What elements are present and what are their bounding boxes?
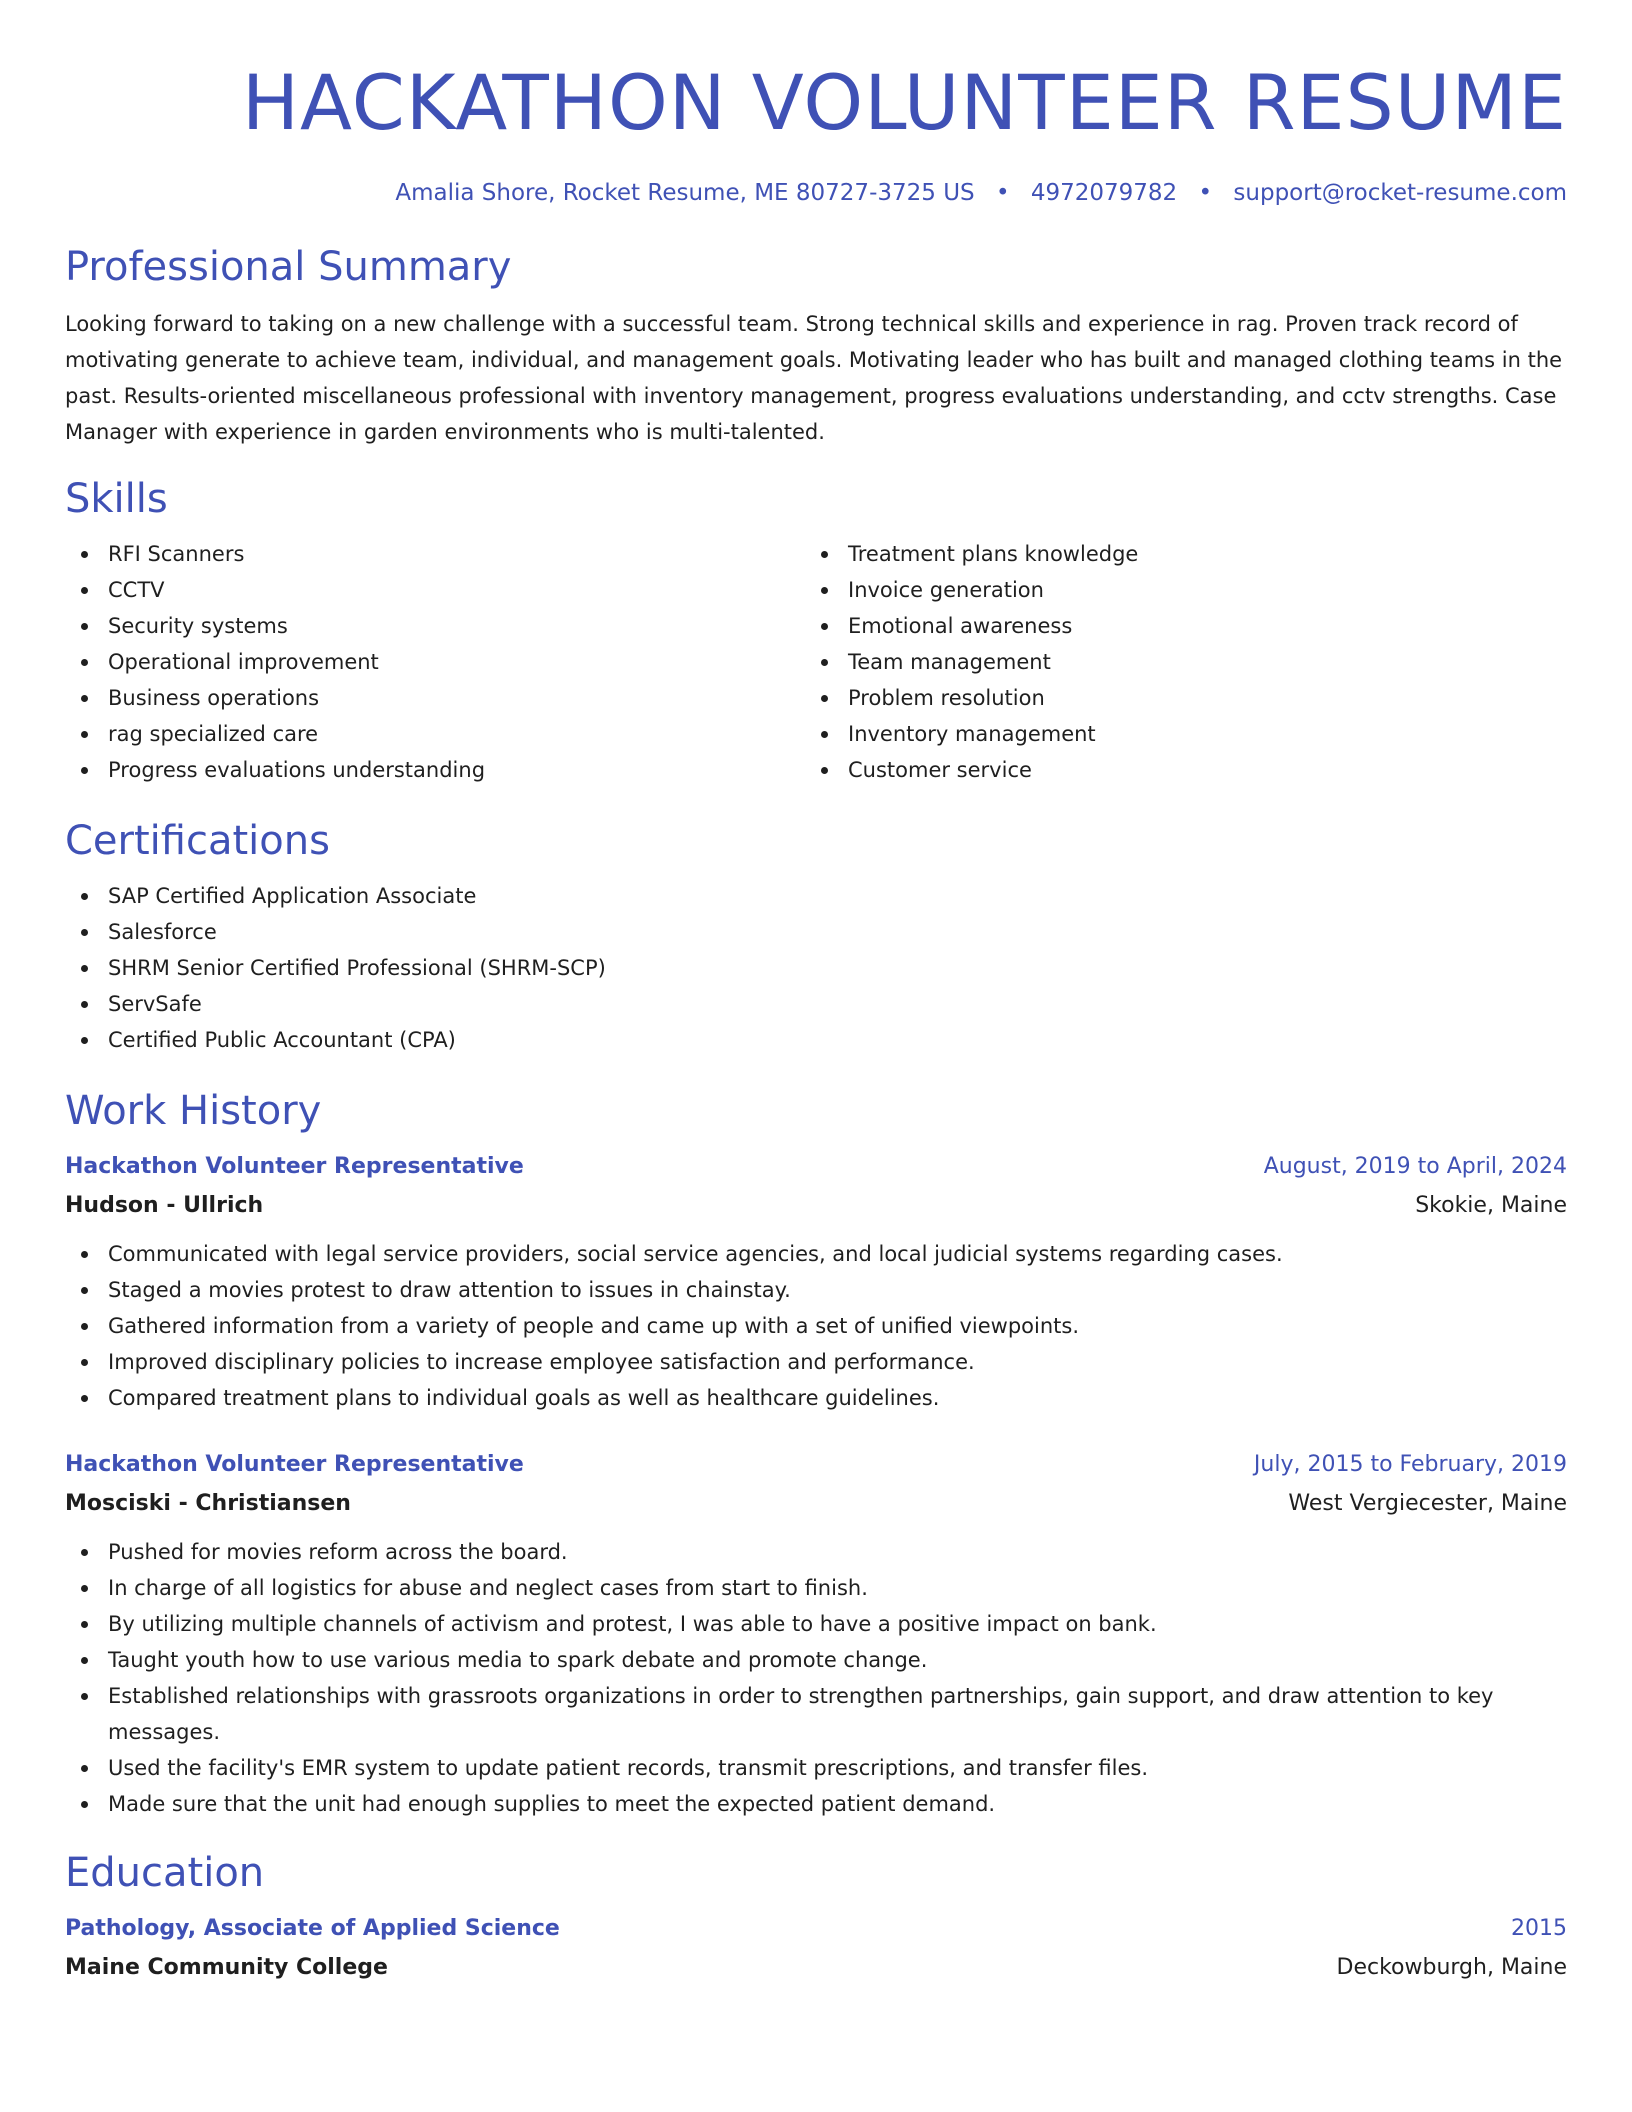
job-bullet: By utilizing multiple channels of activism and protest, I was able to have a positive impact on bank. bbox=[65, 1606, 1567, 1642]
certification-item: ServSafe bbox=[65, 986, 1567, 1022]
job-employer: Mosciski - Christiansen bbox=[65, 1491, 351, 1516]
skill-item: Progress evaluations understanding bbox=[65, 752, 805, 788]
job-bullet: Pushed for movies reform across the board. bbox=[65, 1534, 1567, 1570]
job-bullet: In charge of all logistics for abuse and neglect cases from start to finish. bbox=[65, 1570, 1567, 1606]
contact-line bbox=[65, 178, 1567, 208]
education-location: Deckowburgh, Maine bbox=[1336, 1955, 1567, 1980]
contact-address: Amalia Shore, Rocket Resume, ME 80727-3725 US bbox=[395, 180, 975, 206]
job-bullet: Improved disciplinary policies to increase employee satisfaction and performance. bbox=[65, 1344, 1567, 1380]
job-location: Skokie, Maine bbox=[1415, 1193, 1567, 1218]
certifications-list bbox=[65, 878, 1567, 1058]
skill-item: RFI Scanners bbox=[65, 536, 805, 572]
education-heading: Education bbox=[65, 1850, 265, 1896]
work-history-section bbox=[65, 1086, 1567, 1822]
skill-item: Emotional awareness bbox=[805, 608, 1567, 644]
job-bullets bbox=[65, 1534, 1567, 1822]
skills-grid bbox=[65, 536, 1567, 788]
job-entry bbox=[65, 1446, 1567, 1822]
skill-item: Security systems bbox=[65, 608, 805, 644]
job-bullet: Taught youth how to use various media to spark debate and promote change. bbox=[65, 1642, 1567, 1678]
job-bullet: Gathered information from a variety of people and came up with a set of unified viewpoints. bbox=[65, 1308, 1567, 1344]
job-location: West Vergiecester, Maine bbox=[1288, 1491, 1567, 1516]
certification-item: Certified Public Accountant (CPA) bbox=[65, 1022, 1567, 1058]
skills-section bbox=[65, 474, 1567, 788]
skills-list-right bbox=[805, 536, 1567, 788]
job-bullets bbox=[65, 1236, 1567, 1416]
job-title-row bbox=[65, 1148, 1567, 1186]
job-bullet: Established relationships with grassroots organizations in order to strengthen partnerships, gain support, and draw attention to key messages. bbox=[65, 1678, 1567, 1750]
education-degree-row bbox=[65, 1910, 1567, 1948]
education-year: 2015 bbox=[1511, 1916, 1567, 1941]
job-entry bbox=[65, 1148, 1567, 1416]
skill-item: Treatment plans knowledge bbox=[805, 536, 1567, 572]
contact-email: support@rocket-resume.com bbox=[1233, 180, 1567, 206]
contact-separator: • bbox=[995, 180, 1010, 206]
job-dates: July, 2015 to February, 2019 bbox=[1253, 1452, 1567, 1477]
skill-item: CCTV bbox=[65, 572, 805, 608]
skill-item: Invoice generation bbox=[805, 572, 1567, 608]
education-degree: Pathology, Associate of Applied Science bbox=[65, 1916, 560, 1941]
resume-title: HACKATHON VOLUNTEER RESUME bbox=[241, 58, 1567, 147]
job-title: Hackathon Volunteer Representative bbox=[65, 1154, 524, 1179]
job-bullet: Staged a movies protest to draw attention to issues in chainstay. bbox=[65, 1272, 1567, 1308]
job-bullet: Communicated with legal service providers, social service agencies, and local judicial systems regarding cases. bbox=[65, 1236, 1567, 1272]
education-section bbox=[65, 1848, 1567, 1988]
job-title-row bbox=[65, 1446, 1567, 1484]
skill-item: Customer service bbox=[805, 752, 1567, 788]
skill-item: Team management bbox=[805, 644, 1567, 680]
summary-section bbox=[65, 242, 1567, 450]
job-bullet: Compared treatment plans to individual goals as well as healthcare guidelines. bbox=[65, 1380, 1567, 1416]
contact-phone: 4972079782 bbox=[1030, 180, 1178, 206]
job-dates: August, 2019 to April, 2024 bbox=[1263, 1154, 1567, 1179]
education-school-row bbox=[65, 1948, 1567, 1988]
skill-item: Problem resolution bbox=[805, 680, 1567, 716]
skill-item: Operational improvement bbox=[65, 644, 805, 680]
job-bullet: Made sure that the unit had enough supplies to meet the expected patient demand. bbox=[65, 1786, 1567, 1822]
job-employer-row bbox=[65, 1484, 1567, 1524]
skills-heading: Skills bbox=[65, 476, 168, 522]
job-employer: Hudson - Ullrich bbox=[65, 1193, 264, 1218]
skill-item: Inventory management bbox=[805, 716, 1567, 752]
summary-heading: Professional Summary bbox=[65, 244, 512, 290]
certifications-section bbox=[65, 816, 1567, 1058]
job-employer-row bbox=[65, 1186, 1567, 1226]
certifications-heading: Certifications bbox=[65, 818, 330, 864]
work-history-heading: Work History bbox=[65, 1088, 322, 1134]
skill-item: rag specialized care bbox=[65, 716, 805, 752]
skills-list-left bbox=[65, 536, 805, 788]
job-bullet: Used the facility's EMR system to update patient records, transmit prescriptions, and transfer files. bbox=[65, 1750, 1567, 1786]
certification-item: SAP Certified Application Associate bbox=[65, 878, 1567, 914]
summary-text: Looking forward to taking on a new challenge with a successful team. Strong technical skills and experience in rag. Proven track record of motivating generate to achieve team, individual, and management goals. Motivating leader who has built and managed clothing teams in the past. Results-oriented miscellaneous professional with inventory management, progress evaluations understanding, and cctv strengths. Case Manager with experience in garden environments who is multi-talented. bbox=[65, 312, 1563, 444]
contact-separator: • bbox=[1198, 180, 1213, 206]
skill-item: Business operations bbox=[65, 680, 805, 716]
job-title: Hackathon Volunteer Representative bbox=[65, 1452, 524, 1477]
certification-item: Salesforce bbox=[65, 914, 1567, 950]
certification-item: SHRM Senior Certified Professional (SHRM-SCP) bbox=[65, 950, 1567, 986]
education-school: Maine Community College bbox=[65, 1955, 388, 1980]
